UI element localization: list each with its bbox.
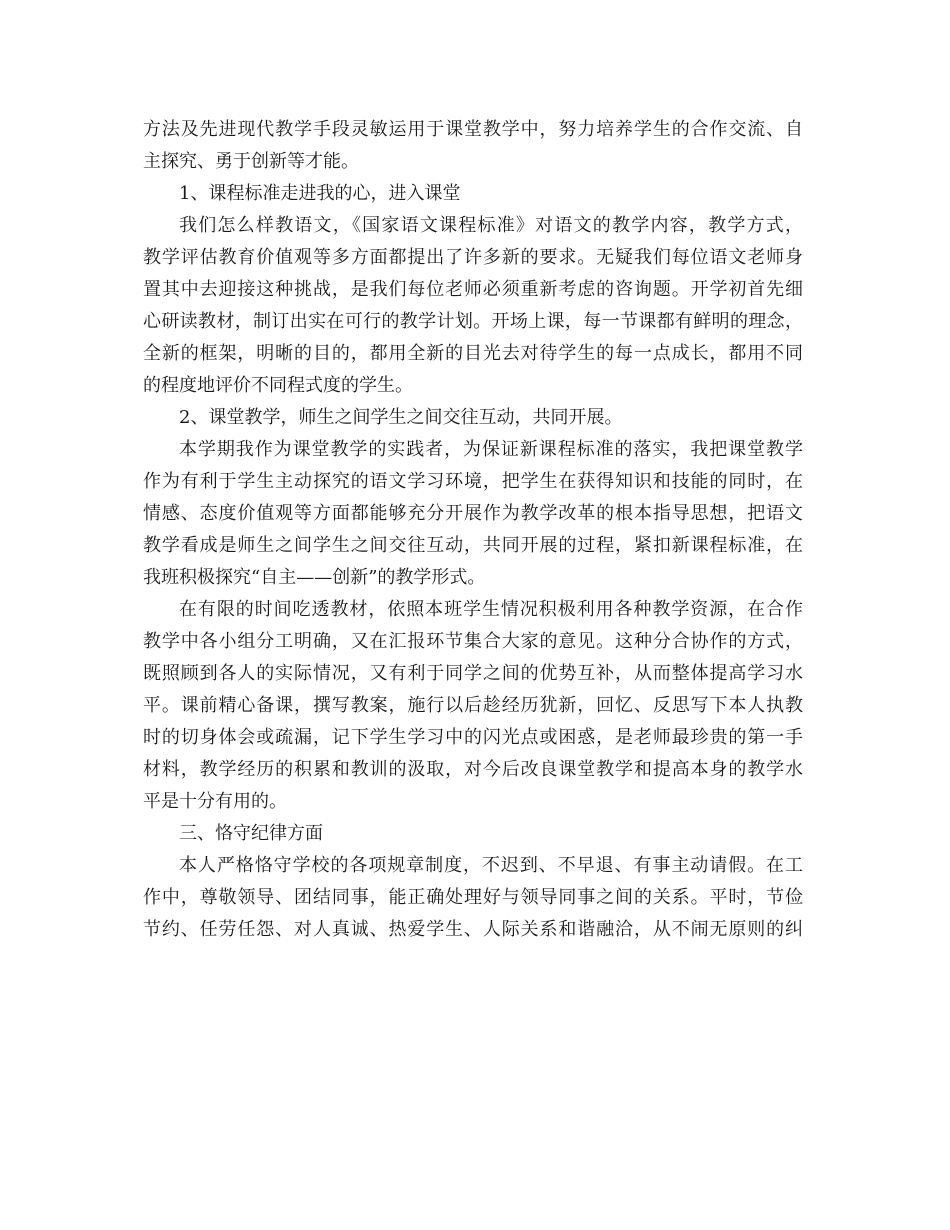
text-line: 置其中去迎接这种挑战，是我们每位老师必须重新考虑的咨询题。开学初首先细 — [143, 279, 803, 300]
document-body — [143, 114, 803, 946]
text-line: 教学中各小组分工明确，又在汇报环节集合大家的意见。这种分合协作的方式， — [143, 631, 803, 652]
text-line: 方法及先进现代教学手段灵敏运用于课堂教学中，努力培养学生的合作交流、自 — [143, 119, 803, 140]
text-line: 三、恪守纪律方面 — [179, 823, 323, 844]
text-line: 节约、任劳任怨、对人真诚、热爱学生、人际关系和谐融洽，从不闹无原则的纠 — [143, 919, 803, 940]
text-line: 1、课程标准走进我的心，进入课堂 — [179, 183, 461, 204]
text-line: 教学评估教育价值观等多方面都提出了许多新的要求。无疑我们每位语文老师身 — [143, 247, 803, 268]
text-line: 全新的框架，明晰的目的，都用全新的目光去对待学生的每一点成长，都用不同 — [143, 343, 803, 364]
text-line: 平。课前精心备课，撰写教案，施行以后趁经历犹新，回忆、反思写下本人执教 — [143, 695, 803, 716]
text-line: 作中，尊敬领导、团结同事，能正确处理好与领导同事之间的关系。平时，节俭 — [143, 887, 803, 908]
text-line: 既照顾到各人的实际情况，又有利于同学之间的优势互补，从而整体提高学习水 — [143, 663, 803, 684]
text-line: 的程度地评价不同程式度的学生。 — [143, 375, 413, 396]
text-line: 2、课堂教学，师生之间学生之间交往互动，共同开展。 — [179, 407, 623, 428]
text-line: 作为有利于学生主动探究的语文学习环境，把学生在获得知识和技能的同时，在 — [143, 471, 803, 492]
text-line: 心研读教材，制订出实在可行的教学计划。开场上课，每一节课都有鲜明的理念， — [143, 311, 803, 332]
text-line: 我们怎么样教语文，《国家语文课程标准》对语文的教学内容，教学方式， — [179, 215, 803, 236]
text-line: 平是十分有用的。 — [143, 791, 287, 812]
text-line: 材料，教学经历的积累和教训的汲取，对今后改良课堂教学和提高本身的教学水 — [143, 759, 803, 780]
text-line: 主探究、勇于创新等才能。 — [143, 151, 359, 172]
text-line: 我班积极探究“自主——创新”的教学形式。 — [143, 567, 486, 588]
text-line: 本人严格恪守学校的各项规章制度，不迟到、不早退、有事主动请假。在工 — [179, 855, 803, 876]
text-line: 教学看成是师生之间学生之间交往互动，共同开展的过程，紧扣新课程标准，在 — [143, 535, 803, 556]
text-line: 在有限的时间吃透教材，依照本班学生情况积极利用各种教学资源，在合作 — [179, 599, 803, 620]
text-line: 本学期我作为课堂教学的实践者，为保证新课程标准的落实，我把课堂教学 — [179, 439, 803, 460]
text-line: 情感、态度价值观等方面都能够充分开展作为教学改革的根本指导思想，把语文 — [143, 503, 803, 524]
text-line: 时的切身体会或疏漏，记下学生学习中的闪光点或困惑，是老师最珍贵的第一手 — [143, 727, 803, 748]
